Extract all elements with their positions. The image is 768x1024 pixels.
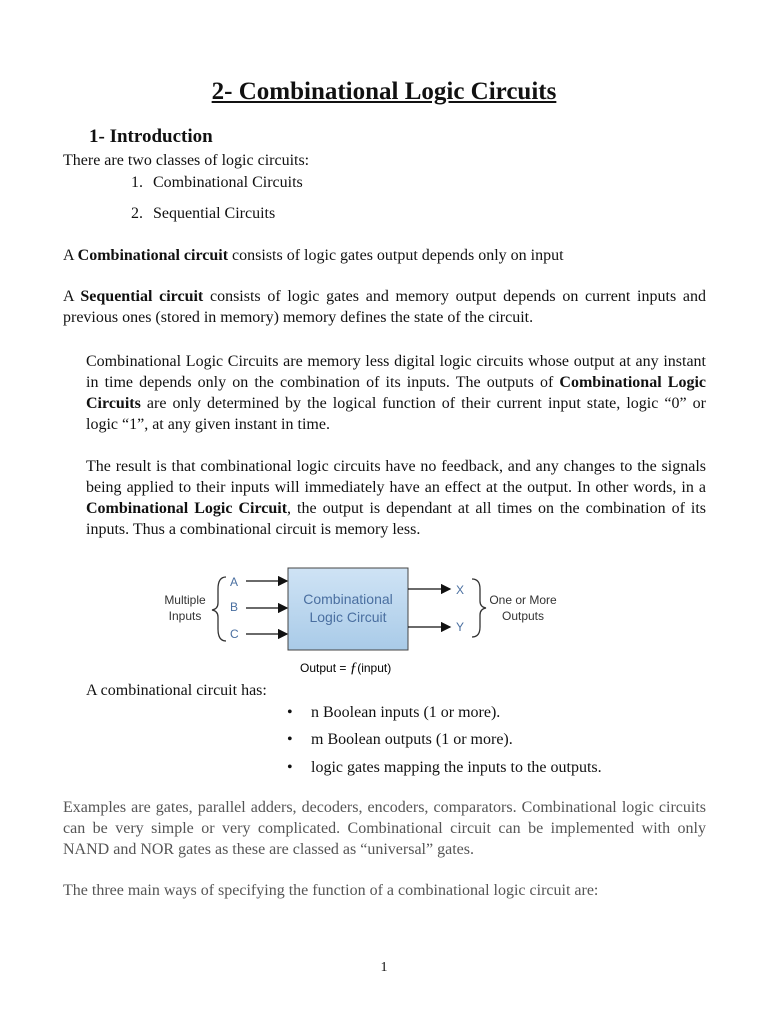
output-formula (300, 660, 391, 676)
definition-term: Combinational circuit (77, 247, 229, 264)
list-item-number: 2. (131, 205, 143, 222)
input-label-a: A (230, 575, 239, 589)
list-item (131, 172, 303, 193)
box-label-line1: Combinational (303, 591, 393, 607)
page-number: 1 (380, 960, 388, 975)
list-item-number: 1. (131, 174, 143, 191)
output-label-x: X (456, 583, 465, 597)
paragraph-text: Combinational Logic Circuits are memory less digital logic circuits whose output at any instant in time depends only on the combination of its inputs. The outputs of (86, 353, 706, 391)
bullet-item: • n Boolean inputs (1 or more). (311, 702, 500, 723)
bullet-item: • logic gates mapping the inputs to the outputs. (311, 757, 602, 778)
input-label-c: C (230, 627, 239, 641)
page-title: 2- Combinational Logic Circuits (211, 78, 557, 105)
paragraph-memoryless (86, 351, 706, 435)
paragraph-term: Combinational Logic Circuits (86, 374, 706, 412)
combinational-circuit-diagram (150, 565, 570, 680)
formula-function-symbol: ƒ (349, 660, 358, 676)
bullet-item: • m Boolean outputs (1 or more). (311, 729, 513, 750)
formula-prefix: Output = (300, 661, 350, 675)
outputs-label-line1: One or More (489, 593, 557, 607)
definition-text: consists of logic gates and memory output depends on current inputs and previous ones (stored in memory) memory defines the state of the circuit. (63, 288, 706, 326)
definition-prefix: A (63, 288, 81, 305)
definition-combinational (63, 245, 713, 266)
paragraph-text: are only determined by the logical function of their current input state, logic “0” or logic “1”, at any given instant in time. (86, 395, 706, 433)
list-item-label: Sequential Circuits (153, 205, 276, 222)
examples-paragraph: Examples are gates, parallel adders, decoders, encoders, comparators. Combinational logic circuits can be very simple or very complicated. Combinational circuit can be implemented with only NAND and NOR gates as these are classed as “universal” gates. (63, 799, 706, 858)
definition-sequential (63, 286, 706, 328)
paragraph-term: Combinational Logic Circuit (86, 500, 288, 517)
three-ways-paragraph: The three main ways of specifying the function of a combinational logic circuit are: (63, 882, 599, 899)
intro-line: There are two classes of logic circuits: (63, 152, 310, 169)
output-label-y: Y (456, 620, 465, 634)
inputs-label-line2: Inputs (168, 609, 202, 623)
inputs-brace (212, 577, 226, 641)
definition-text: consists of logic gates output depends only on input (228, 247, 564, 264)
list-item (131, 203, 275, 224)
list-item-label: Combinational Circuits (153, 174, 303, 191)
has-line: A combinational circuit has: (86, 682, 267, 699)
section-heading: 1- Introduction (89, 126, 213, 147)
box-label-line2: Logic Circuit (309, 609, 387, 625)
paragraph-text: The result is that combinational logic circuits have no feedback, and any changes to the signals being applied to their inputs will immediately have an effect at the output. In other words, in a (86, 458, 706, 496)
paragraph-text: , the output is dependant at all times on the combination of its inputs. Thus a combinational circuit is memory less. (86, 500, 707, 538)
definition-prefix: A (63, 247, 78, 264)
definition-term: Sequential circuit (80, 288, 204, 305)
outputs-brace (472, 579, 486, 637)
paragraph-feedback (86, 456, 706, 540)
outputs-label-line2: Outputs (501, 609, 545, 623)
input-label-b: B (230, 600, 239, 614)
inputs-label-line1: Multiple (164, 593, 206, 607)
formula-suffix: (input) (357, 661, 392, 675)
